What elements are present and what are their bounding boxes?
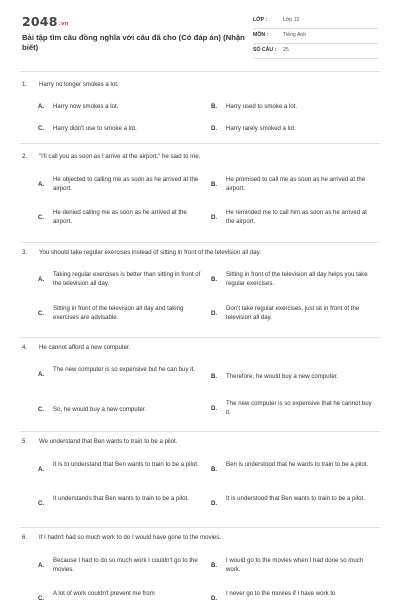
site-logo[interactable]	[22, 14, 69, 29]
option-letter: C.	[38, 214, 45, 221]
meta-row-class	[253, 13, 378, 29]
option-text: It is to understand that Ben wants to train to be a pilot.	[53, 461, 199, 468]
option-letter: D.	[211, 500, 218, 507]
option-letter: A.	[38, 371, 45, 378]
logo-text: 2048	[22, 14, 58, 29]
option-letter: B.	[211, 276, 218, 283]
option-letter: C.	[38, 310, 45, 317]
option-text: The new computer is so expensive that he cannot buy it.	[226, 400, 372, 416]
option-letter: B.	[211, 103, 218, 110]
option-letter: D.	[211, 595, 218, 600]
page-title: Bài tập tìm câu đồng nghĩa với câu đã cho (Có đáp án) (Nhận biết)	[22, 33, 245, 52]
question-text: If I hadn't had so much work to do I would have gone to the movies.	[39, 534, 222, 541]
divider	[20, 143, 380, 144]
meta-label: MÔN :	[253, 32, 269, 38]
option-text: The new computer is so expensive but he can buy it.	[53, 366, 195, 373]
option-text: Sitting in front of the television all day helps you take regular exercises.	[226, 271, 368, 287]
option-text: I never go to the movies if I have work to	[226, 590, 336, 597]
meta-row-count	[253, 43, 378, 59]
question-number: 2.	[22, 153, 28, 160]
option-text: Don't take regular exercises, just sit in front of the television all day.	[226, 305, 360, 321]
option-text: I would go to the movies when I had done so much work.	[226, 557, 364, 573]
divider	[20, 527, 380, 528]
meta-label: LỚP :	[253, 17, 268, 23]
option-text: He promised to call me as soon as he arrived at the airport.	[226, 176, 366, 192]
header	[0, 0, 400, 80]
option-letter: B.	[211, 373, 218, 380]
option-text: Harry didn't use to smoke a lot.	[53, 125, 137, 132]
meta-value: 25	[283, 47, 289, 53]
meta-value: Lớp 12	[283, 17, 300, 23]
option-letter: B.	[211, 466, 218, 473]
divider	[20, 71, 380, 72]
meta-label: SỐ CÂU :	[253, 47, 277, 53]
option-text: He denied calling me as soon as he arrived at the airport.	[53, 209, 187, 225]
meta-value: Tiếng Anh	[283, 32, 307, 38]
logo-tld: .vn	[58, 21, 69, 27]
option-letter: A.	[38, 103, 45, 110]
option-text: He objected to calling me as soon as he arrived at the airport.	[53, 176, 199, 192]
question-text: "I'll call you as soon as I arrive at the airport," he said to me.	[39, 153, 201, 160]
divider	[20, 337, 380, 338]
question-number: 1.	[22, 81, 28, 88]
question-text: He cannot afford a new computer.	[39, 344, 131, 351]
option-text: Ben is understood that he wants to train to be a pilot.	[226, 461, 369, 468]
option-letter: B.	[211, 562, 218, 569]
question-text: You should take regular exercises instead of sitting in front of the television all day.	[39, 249, 261, 256]
meta-row-subject	[253, 28, 378, 44]
option-letter: D.	[211, 405, 218, 412]
option-text: It understands that Ben wants to train to be a pilot.	[53, 495, 189, 502]
option-letter: C.	[38, 500, 45, 507]
option-text: Harry now smokes a lot.	[53, 103, 119, 110]
question-number: 3.	[22, 249, 28, 256]
option-letter: B.	[211, 181, 218, 188]
option-letter: C.	[38, 125, 45, 132]
option-letter: A.	[38, 276, 45, 283]
option-letter: D.	[211, 310, 218, 317]
option-letter: D.	[211, 214, 218, 221]
option-text: Harry rarely smoked a lot.	[226, 125, 296, 132]
option-text: A lot of work couldn't prevent me from	[53, 590, 155, 597]
option-text: Harry used to smoke a lot.	[226, 103, 298, 110]
question-number: 6.	[22, 534, 28, 541]
question-number: 5.	[22, 438, 28, 445]
option-text: So, he would buy a new computer.	[53, 406, 147, 413]
option-letter: A.	[38, 466, 45, 473]
option-text: It is understood that Ben wants to train to be a pilot.	[226, 495, 365, 502]
divider	[20, 431, 380, 432]
option-letter: A.	[38, 181, 45, 188]
option-text: Taking regular exercises is better than sitting in front of the television all day.	[53, 271, 201, 287]
question-text: Harry no longer smokes a lot.	[39, 81, 119, 88]
option-letter: D.	[211, 125, 218, 132]
option-text: Sitting in front of the television all day and taking exercises are advisable.	[53, 305, 184, 321]
option-letter: C.	[38, 595, 45, 600]
option-text: Therefore, he would buy a new computer.	[226, 373, 339, 380]
option-letter: A.	[38, 562, 45, 569]
option-letter: C.	[38, 406, 45, 413]
question-number: 4.	[22, 344, 28, 351]
question-text: We understand that Ben wants to train to be a pilot.	[39, 438, 178, 445]
divider	[20, 242, 380, 243]
option-text: Because I had to do so much work I couldn't go to the movies.	[53, 557, 198, 573]
option-text: He reminded me to call him as soon as he arrived at the airport.	[226, 209, 367, 225]
